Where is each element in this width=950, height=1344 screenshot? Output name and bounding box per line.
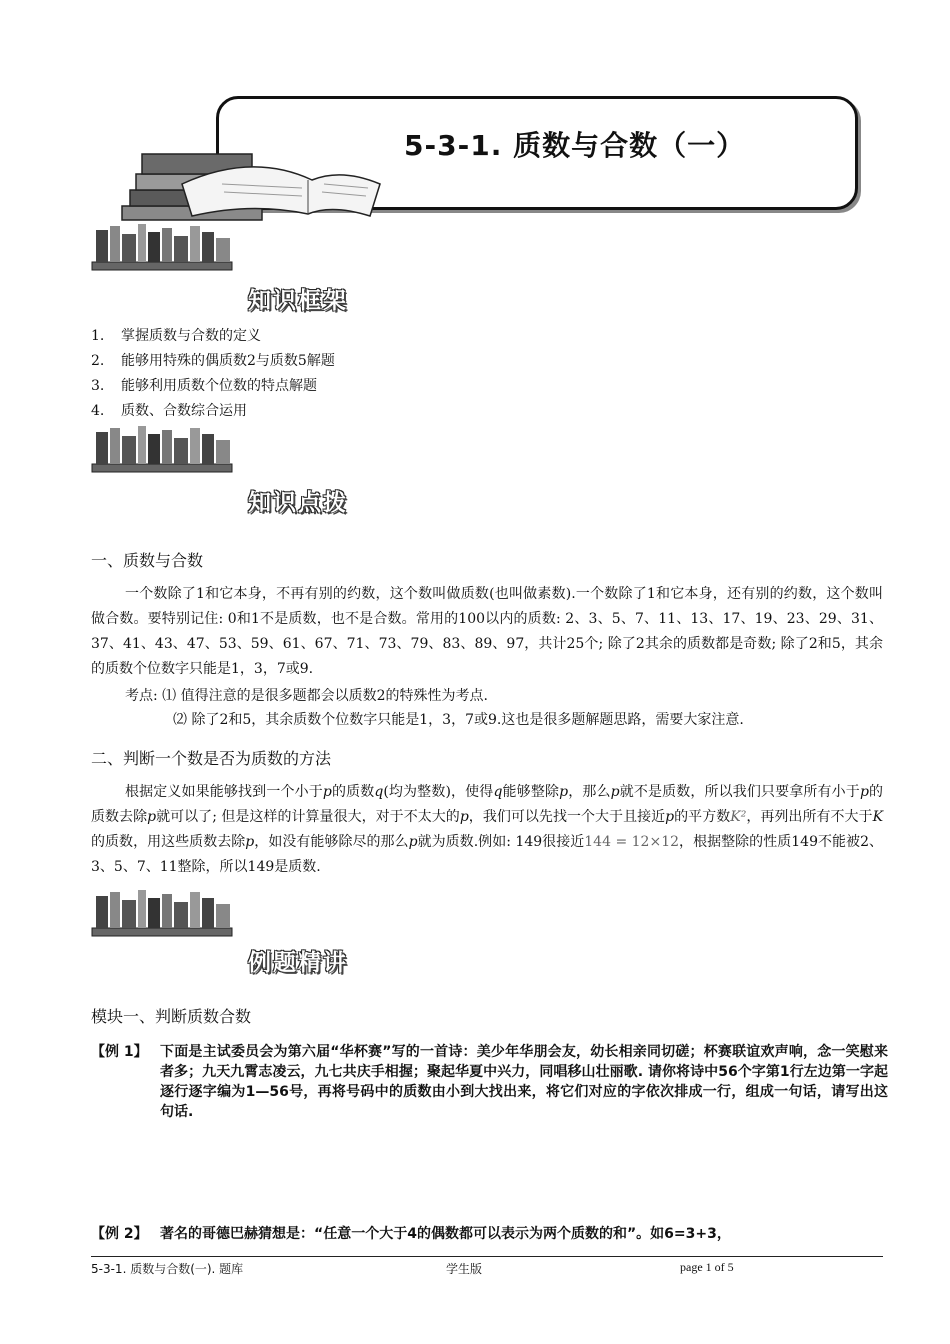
section-heading-points: 知识点拨 <box>248 490 348 516</box>
example-label: 【例 1】 <box>91 1044 148 1060</box>
list-item: 4. 质数、合数综合运用 <box>91 403 247 419</box>
footer-left: 5-3-1. 质数与合数(一). 题库 <box>91 1262 244 1276</box>
section-heading-examples: 例题精讲 <box>248 950 348 976</box>
example-text: 下面是主试委员会为第六届“华杯赛”写的一首诗：美少年华朋会友，幼长相亲同切磋；杯赛联谊欢声响，念一笑慰来者多；九天九霄志凌云，九七共庆手相握；聚起华夏中兴力，同唱移山壮丽歌. 请你将诗中56个字第1行左边第一字起逐行逐字编为1—56号，再将号码中的质数由小到大找出来，将它们对应的字依次排成一行，组成一句话，请写出这句话. <box>160 1044 888 1120</box>
page-title: 5-3-1. 质数与合数（一） <box>404 129 746 162</box>
example-label: 【例 2】 <box>91 1226 148 1242</box>
exam-point-2: ⑵ 除了2和5，其余质数个位数字只能是1，3，7或9.这也是很多题解题思路，需要大家注意. <box>173 712 744 728</box>
paragraph-definition: 一个数除了1和它本身，不再有别的约数，这个数叫做质数(也叫做素数).一个数除了1和它本身，还有别的约数，这个数叫做合数。要特别记住: 0和1不是质数，也不是合数。常用的100以内的质数: 2、3、5、7、11、13、17、19、23、29、31、37、41、43、47、53、59、61、67、71、73、79、83、89、97，共计25个; 除了2其余的质数都是奇数; 除了2和5，其余的质数个位数字只能是1，3，7或9. <box>91 586 883 677</box>
footer-center: 学生版 <box>446 1262 483 1276</box>
heading-part1: 一、质数与合数 <box>91 551 204 570</box>
heading-part2: 二、判断一个数是否为质数的方法 <box>91 749 332 768</box>
list-item: 2. 能够用特殊的偶质数2与质数5解题 <box>91 353 335 369</box>
books-illustration <box>112 144 382 224</box>
footer-divider <box>91 1256 883 1257</box>
objectives-list <box>91 324 335 424</box>
bookshelf-icon <box>90 424 236 476</box>
section-heading-framework: 知识框架 <box>248 288 348 314</box>
list-item: 1. 掌握质数与合数的定义 <box>91 328 261 344</box>
exam-point-1: 考点: ⑴ 值得注意的是很多题都会以质数2的特殊性为考点. <box>125 688 488 704</box>
paragraph-method: 根据定义如果能够找到一个小于p的质数q(均为整数)，使得q能够整除p，那么p就不是质数，所以我们只要拿所有小于p的质数去除p就可以了; 但是这样的计算量很大，对于不太大的p，我们可以先找一个大于且接近p的平方数K²，再列出所有不大于K的质数，用这些质数去除p，如没有能够除尽的那么p就为质数.例如: 149很接近144 = 12×12，根据整除的性质149不能被2、3、5、7、11整除，所以149是质数. <box>91 784 884 875</box>
module-heading: 模块一、判断质数合数 <box>91 1007 252 1026</box>
footer-page: page 1 of 5 <box>680 1260 734 1274</box>
bookshelf-icon <box>90 888 236 940</box>
list-item: 3. 能够利用质数个位数的特点解题 <box>91 378 317 394</box>
example-text: 著名的哥德巴赫猜想是：“任意一个大于4的偶数都可以表示为两个质数的和”。如6=3+3， <box>160 1226 731 1242</box>
bookshelf-icon <box>90 222 236 274</box>
